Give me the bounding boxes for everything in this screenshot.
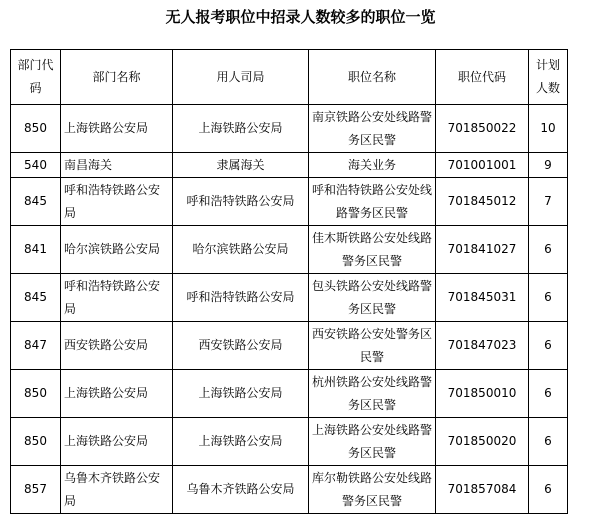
cell-position-name: 海关业务 [309, 153, 436, 178]
header-dept-name: 部门名称 [61, 50, 173, 105]
cell-position-name: 南京铁路公安处线路警务区民警 [309, 105, 436, 153]
header-planned: 计划人数 [529, 50, 568, 105]
table-header-row [11, 50, 568, 105]
cell-employer: 上海铁路公安局 [173, 370, 309, 418]
cell-position-code: 701850010 [436, 370, 529, 418]
cell-position-name: 库尔勒铁路公安处线路警务区民警 [309, 466, 436, 514]
cell-dept-code: 850 [11, 105, 61, 153]
cell-position-name: 佳木斯铁路公安处线路警务区民警 [309, 226, 436, 274]
cell-dept-code: 850 [11, 418, 61, 466]
header-position-code: 职位代码 [436, 50, 529, 105]
cell-dept-name: 上海铁路公安局 [61, 418, 173, 466]
cell-planned: 6 [529, 466, 568, 514]
cell-employer: 呼和浩特铁路公安局 [173, 274, 309, 322]
cell-employer: 隶属海关 [173, 153, 309, 178]
cell-position-code: 701847023 [436, 322, 529, 370]
cell-planned: 10 [529, 105, 568, 153]
cell-position-code: 701850022 [436, 105, 529, 153]
cell-employer: 上海铁路公安局 [173, 105, 309, 153]
cell-position-name: 杭州铁路公安处线路警务区民警 [309, 370, 436, 418]
cell-position-code: 701001001 [436, 153, 529, 178]
cell-planned: 6 [529, 418, 568, 466]
cell-dept-code: 540 [11, 153, 61, 178]
cell-dept-name: 呼和浩特铁路公安局 [61, 178, 173, 226]
cell-employer: 西安铁路公安局 [173, 322, 309, 370]
table-row [11, 153, 568, 178]
table-row [11, 370, 568, 418]
cell-position-name: 西安铁路公安处警务区民警 [309, 322, 436, 370]
table-row [11, 178, 568, 226]
cell-dept-name: 西安铁路公安局 [61, 322, 173, 370]
cell-dept-name: 上海铁路公安局 [61, 105, 173, 153]
cell-planned: 6 [529, 226, 568, 274]
cell-employer: 哈尔滨铁路公安局 [173, 226, 309, 274]
positions-table [10, 49, 568, 514]
cell-dept-code: 847 [11, 322, 61, 370]
page-title: 无人报考职位中招录人数较多的职位一览 [165, 8, 436, 26]
cell-dept-code: 845 [11, 274, 61, 322]
table-row [11, 322, 568, 370]
cell-dept-name: 乌鲁木齐铁路公安局 [61, 466, 173, 514]
cell-position-name: 包头铁路公安处线路警务区民警 [309, 274, 436, 322]
cell-position-code: 701845012 [436, 178, 529, 226]
cell-position-code: 701845031 [436, 274, 529, 322]
cell-dept-name: 哈尔滨铁路公安局 [61, 226, 173, 274]
table-row [11, 105, 568, 153]
cell-planned: 7 [529, 178, 568, 226]
cell-employer: 乌鲁木齐铁路公安局 [173, 466, 309, 514]
cell-planned: 6 [529, 322, 568, 370]
cell-dept-code: 841 [11, 226, 61, 274]
table-row [11, 226, 568, 274]
cell-position-code: 701850020 [436, 418, 529, 466]
cell-dept-code: 857 [11, 466, 61, 514]
cell-position-name: 上海铁路公安处线路警务区民警 [309, 418, 436, 466]
cell-planned: 6 [529, 274, 568, 322]
cell-position-code: 701857084 [436, 466, 529, 514]
cell-employer: 上海铁路公安局 [173, 418, 309, 466]
cell-employer: 呼和浩特铁路公安局 [173, 178, 309, 226]
header-employer: 用人司局 [173, 50, 309, 105]
cell-planned: 9 [529, 153, 568, 178]
cell-dept-code: 850 [11, 370, 61, 418]
cell-planned: 6 [529, 370, 568, 418]
cell-position-name: 呼和浩特铁路公安处线路警务区民警 [309, 178, 436, 226]
cell-dept-code: 845 [11, 178, 61, 226]
cell-dept-name: 上海铁路公安局 [61, 370, 173, 418]
cell-dept-name: 南昌海关 [61, 153, 173, 178]
header-dept-code: 部门代码 [11, 50, 61, 105]
cell-dept-name: 呼和浩特铁路公安局 [61, 274, 173, 322]
table-row [11, 274, 568, 322]
cell-position-code: 701841027 [436, 226, 529, 274]
table-row [11, 466, 568, 514]
header-position-name: 职位名称 [309, 50, 436, 105]
table-row [11, 418, 568, 466]
